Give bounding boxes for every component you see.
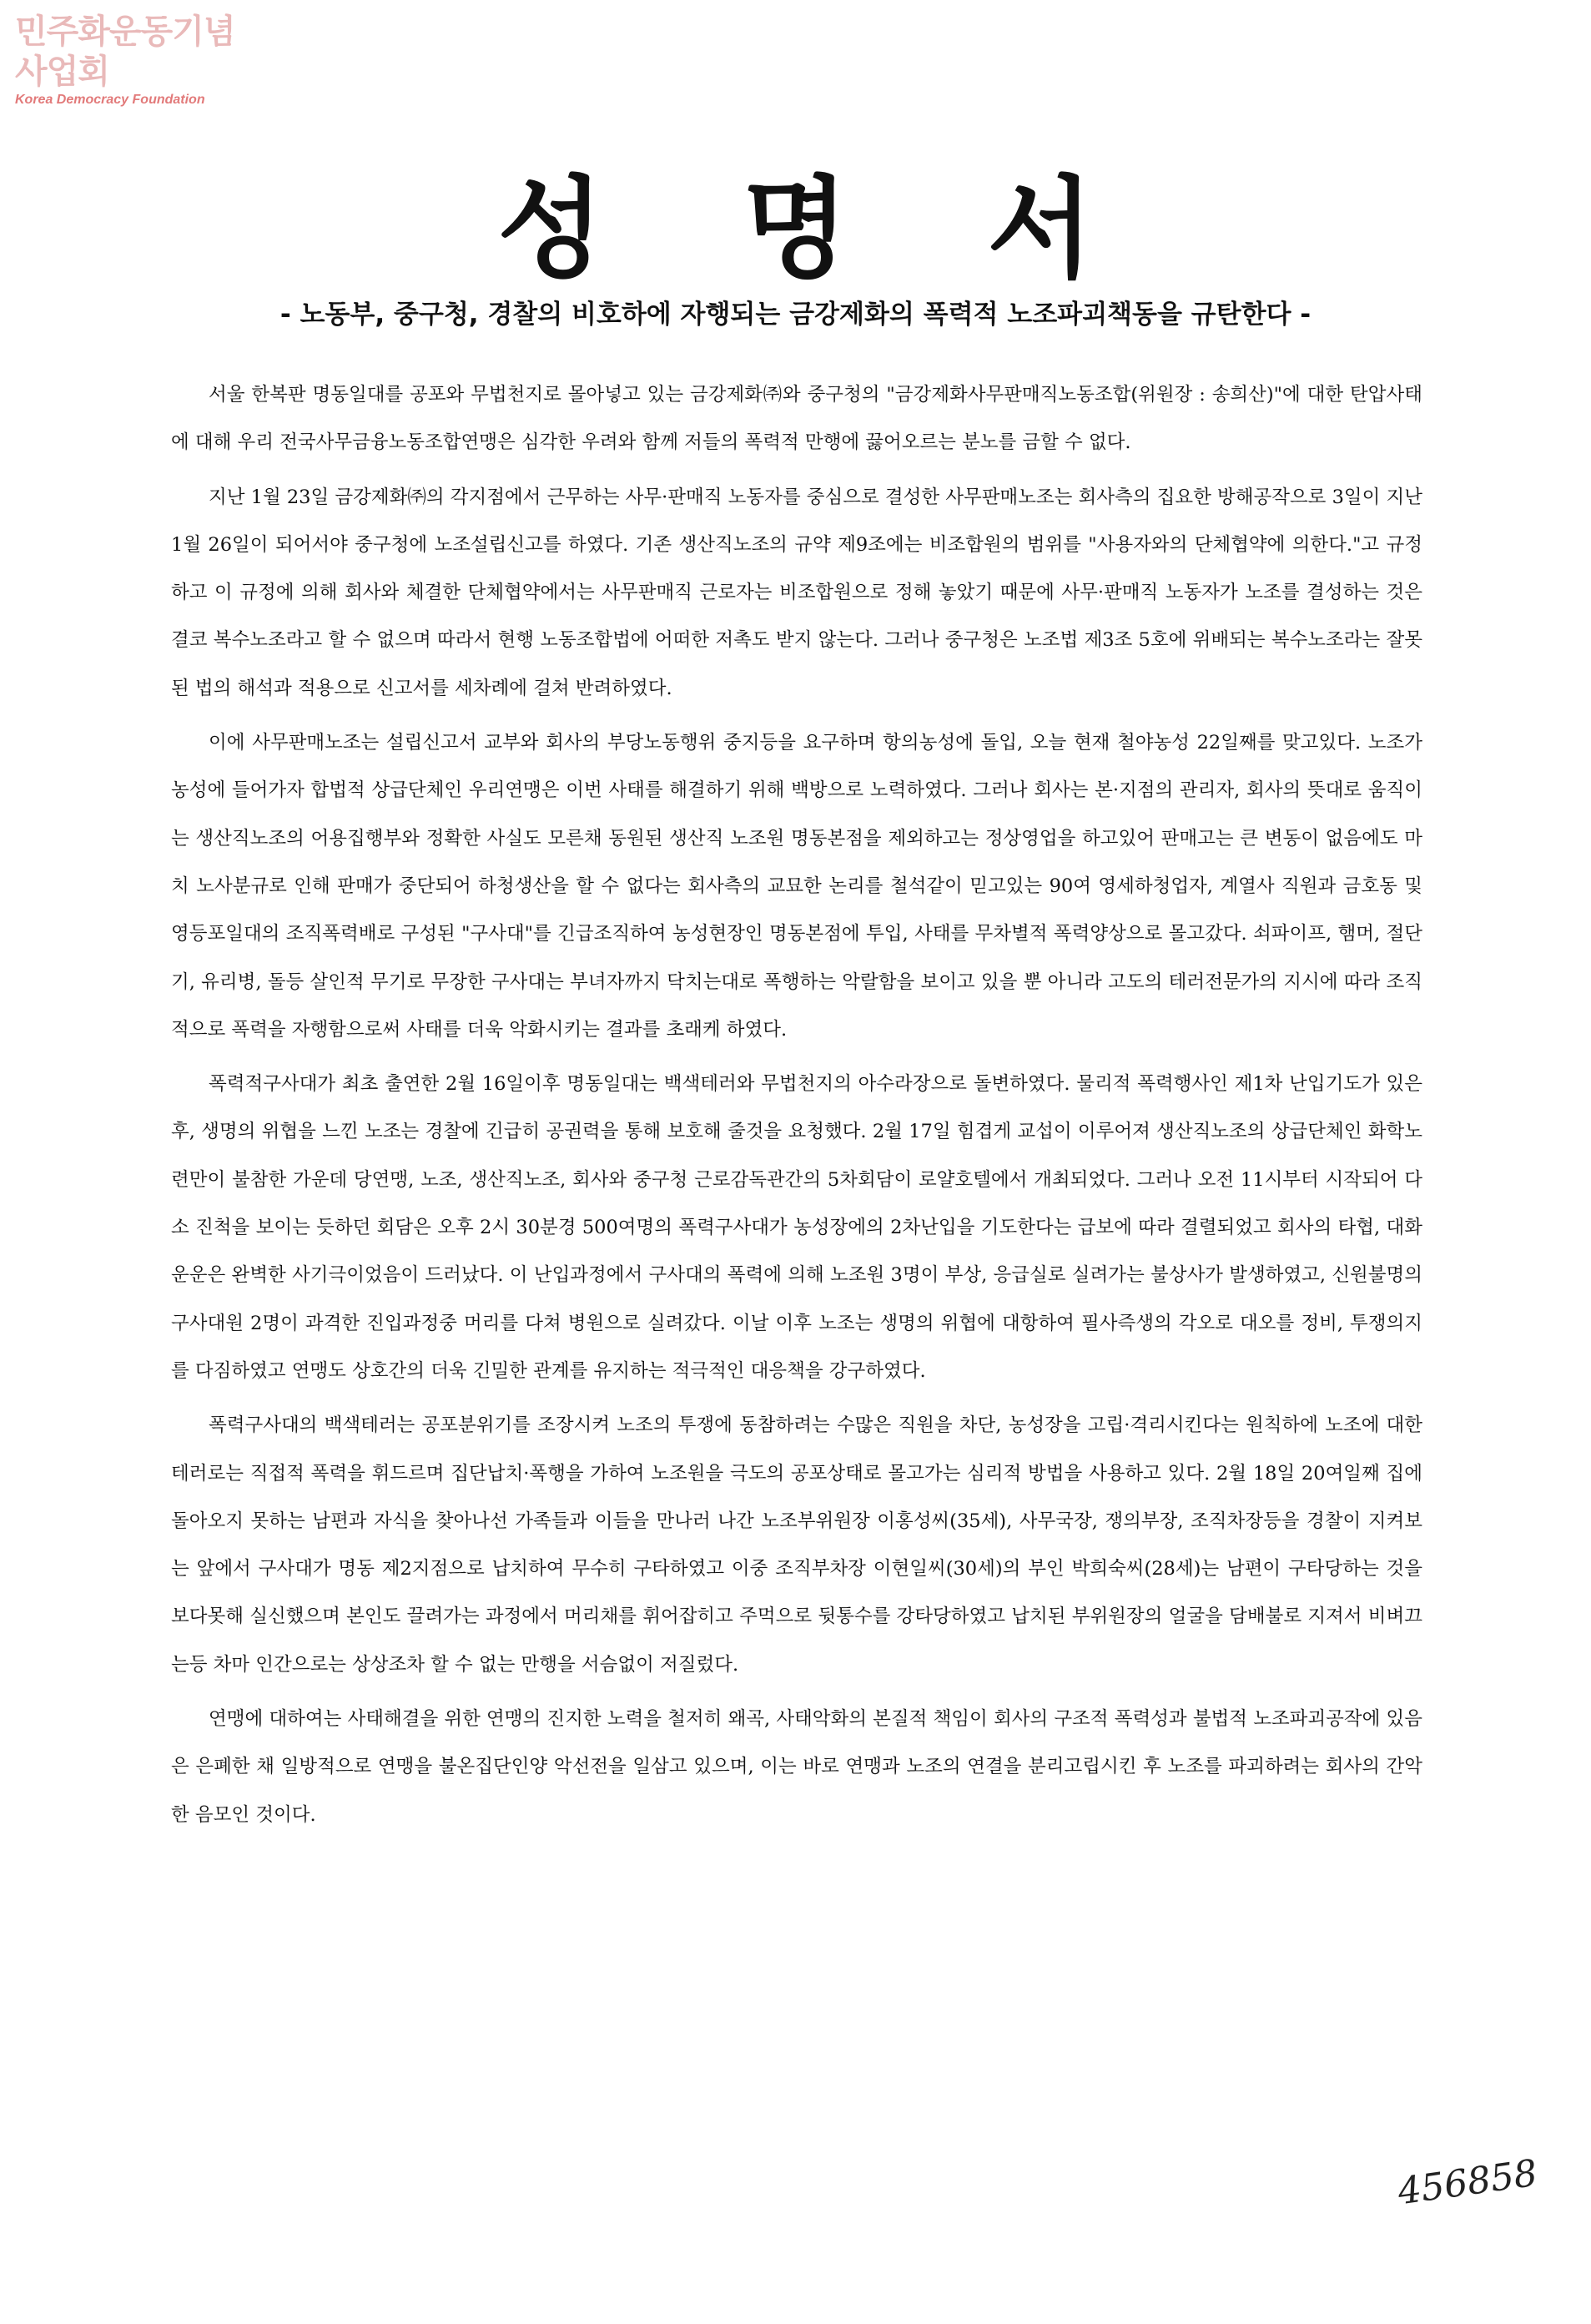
handwritten-document-number: 456858 — [1395, 2151, 1540, 2214]
paragraph-4: 폭력적구사대가 최초 출연한 2월 16일이후 명동일대는 백색테러와 무법천지의 아수라장으로 돌변하였다. 물리적 폭력행사인 제1차 난입기도가 있은후, 생명의 위협을 느낀 노조는 경찰에 긴급히 공권력을 통해 보호해 줄것을 요청했다. 2월 17일 힘겹게 교섭이 이루어져 생산직노조의 상급단체인 화학노련만이 불참한 가운데 당연맹, 노조, 생산직노조, 회사와 중구청 근로감독관간의 5차회담이 로얄호텔에서 개최되었다. 그러나 오전 11시부터 시작되어 다소 진척을 보이는 듯하던 회담은 오후 2시 30분경 500여명의 폭력구사대가 농성장에의 2차난입을 기도한다는 급보에 따라 결렬되었고 회사의 타협, 대화 운운은 완벽한 사기극이었음이 드러났다. 이 난입과정에서 구사대의 폭력에 의해 노조원 3명이 부상, 응급실로 실려가는 불상사가 발생하였고, 신원불명의 구사대원 2명이 과격한 진입과정중 머리를 다쳐 병원으로 실려갔다. 이날 이후 노조는 생명의 위협에 대항하여 필사즉생의 각오로 대오를 정비, 투쟁의지를 다짐하였고 연맹도 상호간의 더욱 긴밀한 관계를 유지하는 적극적인 대응책을 강구하였다. — [171, 1073, 1422, 1382]
paragraph-2: 지난 1월 23일 금강제화㈜의 각지점에서 근무하는 사무·판매직 노동자를 중심으로 결성한 사무판매노조는 회사측의 집요한 방해공작으로 3일이 지난 1월 26일이 되어서야 중구청에 노조설립신고를 하였다. 기존 생산직노조의 규약 제9조에는 비조합원의 범위를 "사용자와의 단체협약에 의한다."고 규정하고 이 규정에 의해 회사와 체결한 단체협약에서는 사무판매직 근로자는 비조합원으로 정해 놓았기 때문에 사무·판매직 노동자가 노조를 결성하는 것은 결코 복수노조라고 할 수 없으며 따라서 현행 노동조합법에 어떠한 저촉도 받지 않는다. 그러나 중구청은 노조법 제3조 5호에 위배되는 복수노조라는 잘못된 법의 해석과 적용으로 신고서를 세차례에 걸쳐 반려하였다. — [171, 486, 1422, 699]
paragraph-6: 연맹에 대하여는 사태해결을 위한 연맹의 진지한 노력을 철저히 왜곡, 사태악화의 본질적 책임이 회사의 구조적 폭력성과 불법적 노조파괴공작에 있음은 은폐한 채 일방적으로 연맹을 불온집단인양 악선전을 일삼고 있으며, 이는 바로 연맹과 노조의 연결을 분리고립시킨 후 노조를 파괴하려는 회사의 간악한 음모인 것이다. — [171, 1708, 1422, 1826]
watermark-korean-text: 민주화운동기념사업회 — [15, 13, 235, 91]
paragraph-1: 서울 한복판 명동일대를 공포와 무법천지로 몰아넣고 있는 금강제화㈜와 중구청의 "금강제화사무판매직노동조합(위원장 : 송희산)"에 대한 탄압사태에 대해 우리 전국사무금융노동조합연맹은 심각한 우려와 함께 저들의 폭력적 만행에 끓어오르는 분노를 금할 수 없다. — [171, 384, 1422, 454]
watermark-english-text: Korea Democracy Foundation — [15, 93, 205, 107]
document-subtitle: - 노동부, 중구청, 경찰의 비호하에 자행되는 금강제화의 폭력적 노조파괴책동을 규탄한다 - — [279, 300, 1312, 330]
paragraph-5: 폭력구사대의 백색테러는 공포분위기를 조장시켜 노조의 투쟁에 동참하려는 수많은 직원을 차단, 농성장을 고립·격리시킨다는 원칙하에 노조에 대한 테러로는 직접적 폭력을 휘드르며 집단납치·폭행을 가하여 노조원을 극도의 공포상태로 몰고가는 심리적 방법을 사용하고 있다. 2월 18일 20여일째 집에 돌아오지 못하는 남편과 자식을 찾아나선 가족들과 이들을 만나러 나간 노조부위원장 이홍성씨(35세), 사무국장, 쟁의부장, 조직차장등을 경찰이 지켜보는 앞에서 구사대가 명동 제2지점으로 납치하여 무수히 구타하였고 이중 조직부차장 이현일씨(30세)의 부인 박희숙씨(28세)는 남편이 구타당하는 것을 보다못해 실신했으며 본인도 끌려가는 과정에서 머리채를 휘어잡히고 주먹으로 뒷통수를 강타당하였고 납치된 부위원장의 얼굴을 담배불로 지져서 비벼끄는등 차마 인간으로는 상상조차 할 수 없는 만행을 서슴없이 저질렀다. — [171, 1414, 1422, 1676]
paragraph-3: 이에 사무판매노조는 설립신고서 교부와 회사의 부당노동행위 중지등을 요구하며 항의농성에 돌입, 오늘 현재 철야농성 22일째를 맞고있다. 노조가 농성에 들어가자 합법적 상급단체인 우리연맹은 이번 사태를 해결하기 위해 백방으로 노력하였다. 그러나 회사는 본·지점의 관리자, 회사의 뜻대로 움직이는 생산직노조의 어용집행부와 정확한 사실도 모른채 동원된 생산직 노조원 명동본점을 제외하고는 정상영업을 하고있어 판매고는 큰 변동이 없음에도 마치 노사분규로 인해 판매가 중단되어 하청생산을 할 수 없다는 회사측의 교묘한 논리를 철석같이 믿고있는 90여 영세하청업자, 계열사 직원과 금호동 및 영등포일대의 조직폭력배로 구성된 "구사대"를 긴급조직하여 농성현장인 명동본점에 투입, 사태를 무차별적 폭력양상으로 몰고갔다. 쇠파이프, 햄머, 절단기, 유리병, 돌등 살인적 무기로 무장한 구사대는 부녀자까지 닥치는대로 폭행하는 악랄함을 보이고 있을 뿐 아니라 고도의 테러전문가의 지시에 따라 조직적으로 폭력을 자행함으로써 사태를 더욱 악화시키는 결과를 초래케 하였다. — [171, 732, 1422, 1041]
document-title: 성 명 서 — [497, 164, 1144, 294]
document-body — [171, 371, 1422, 1846]
watermark-logo — [15, 12, 265, 108]
